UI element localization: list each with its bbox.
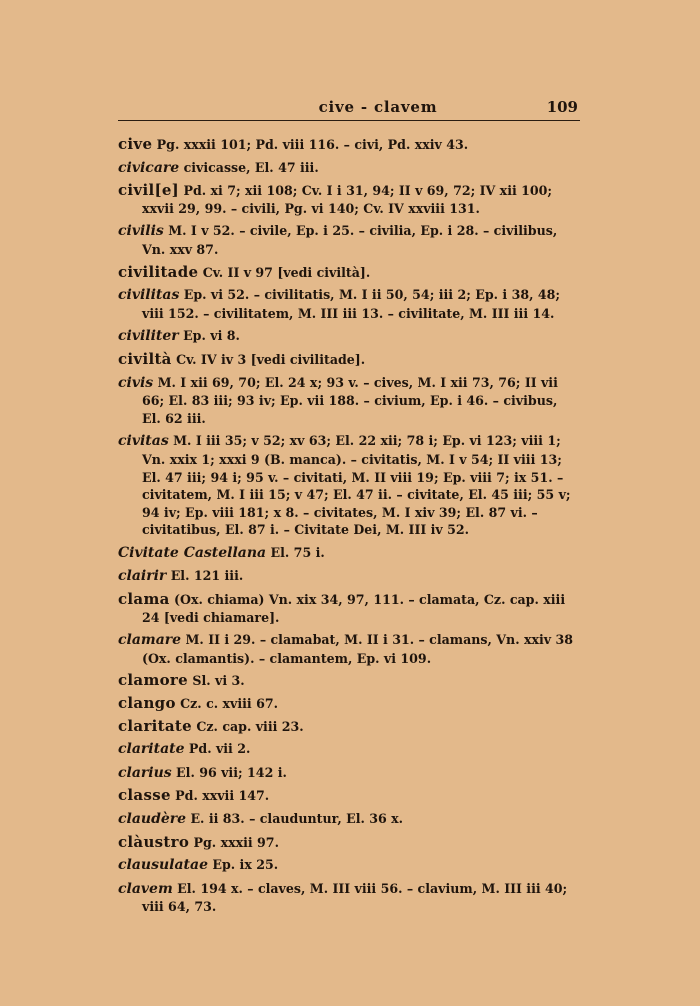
entry-body: El. 121 iii. bbox=[166, 568, 244, 584]
entry-body: Ep. vi 52. – civilitatis, M. I ii 50, 54; iii 2; Ep. i 38, 48; viii 152. – civilitatem, M. III iii 13. – civilitate, M. III iii 14. bbox=[142, 287, 561, 321]
entry-headword: civilitade bbox=[118, 262, 199, 281]
entry-clamore bbox=[118, 672, 580, 690]
running-title: cive - clavem bbox=[318, 98, 438, 116]
entry-headword: claudère bbox=[118, 811, 187, 827]
entry-headword: clairir bbox=[118, 568, 167, 585]
entry-headword: claritate bbox=[118, 716, 192, 735]
entry-headword: civitas bbox=[118, 433, 169, 450]
entry-body: civicasse, El. 47 iii. bbox=[179, 159, 319, 175]
entry-clarius bbox=[118, 764, 580, 783]
entry-headword: cive bbox=[118, 135, 153, 153]
entry-civilis bbox=[118, 222, 580, 258]
entry-headword: clàustro bbox=[118, 832, 190, 851]
entry-body: Cz. c. xviii 67. bbox=[175, 696, 278, 712]
entry-headword: classe bbox=[118, 786, 171, 805]
entry-civile bbox=[118, 182, 580, 217]
entry-clango bbox=[118, 695, 580, 713]
entry-clavem bbox=[118, 880, 580, 916]
entry-clairir bbox=[118, 567, 580, 586]
entry-headword: civiliter bbox=[118, 328, 179, 345]
entry-headword: clamare bbox=[118, 632, 182, 649]
entry-headword: Civitate Castellana bbox=[118, 544, 267, 561]
entry-civiliter bbox=[118, 327, 580, 346]
entry-headword: clamore bbox=[118, 671, 188, 690]
entry-body: Cv. IV iv 3 [vedi civilitade]. bbox=[171, 351, 366, 367]
dictionary-entries bbox=[118, 136, 580, 921]
entry-body: Cz. cap. viii 23. bbox=[191, 718, 304, 734]
entry-headword: clausulatae bbox=[118, 857, 208, 874]
entry-body: Pg. xxxii 97. bbox=[189, 834, 279, 850]
entry-headword: clango bbox=[118, 694, 176, 713]
page-number: 109 bbox=[546, 98, 578, 116]
entry-claudere bbox=[118, 810, 580, 829]
entry-headword: civilis bbox=[118, 223, 164, 240]
entry-headword: clarius bbox=[118, 764, 172, 781]
entry-headword: civis bbox=[118, 374, 154, 391]
entry-civicare bbox=[118, 159, 580, 178]
entry-clausulatae bbox=[118, 856, 580, 875]
entry-civitate-castellana bbox=[118, 544, 580, 563]
entry-headword: civicare bbox=[118, 159, 180, 176]
entry-body: Cv. II v 97 [vedi civiltà]. bbox=[198, 264, 371, 280]
entry-body: M. I v 52. – civile, Ep. i 25. – civilia, Ep. i 28. – civilibus, Vn. xxv 87. bbox=[142, 223, 558, 257]
entry-body: Pg. xxxii 101; Pd. viii 116. – civi, Pd. xxiv 43. bbox=[152, 137, 469, 152]
entry-headword: clavem bbox=[118, 880, 173, 897]
entry-claritate bbox=[118, 718, 580, 736]
entry-body: Pd. vii 2. bbox=[184, 741, 251, 757]
entry-claritate-italic bbox=[118, 740, 580, 759]
entry-classe bbox=[118, 787, 580, 805]
entry-body: (Ox. chiama) Vn. xix 34, 97, 111. – clamata, Cz. cap. xiii 24 [vedi chiamare]. bbox=[142, 592, 566, 625]
entry-civilitade bbox=[118, 264, 580, 282]
entry-headword: claritate bbox=[118, 741, 185, 758]
entry-body: Pd. xi 7; xii 108; Cv. I i 31, 94; II v 69, 72; IV xii 100; xxvii 29, 99. – civili, Pg. vi 140; Cv. IV xxviii 131. bbox=[142, 183, 553, 216]
entry-body: Ep. ix 25. bbox=[208, 857, 279, 873]
entry-civis bbox=[118, 374, 580, 428]
entry-civilta bbox=[118, 351, 580, 369]
entry-clama bbox=[118, 591, 580, 626]
entry-headword: civil[e] bbox=[118, 181, 180, 200]
entry-claustro bbox=[118, 834, 580, 852]
entry-body: El. 75 i. bbox=[266, 544, 325, 560]
running-header bbox=[118, 98, 580, 121]
entry-headword: civilitas bbox=[118, 287, 180, 304]
entry-body: M. II i 29. – clamabat, M. II i 31. – clamans, Vn. xxiv 38 (Ox. clamantis). – clamantem, Ep. vi 109. bbox=[142, 632, 574, 666]
entry-body: M. I xii 69, 70; El. 24 x; 93 v. – cives, M. I xii 73, 76; II vii 66; El. 83 iii; 93 iv; Ep. vii 188. – civium, Ep. i 46. – civibus, El. 62 iii. bbox=[142, 374, 558, 426]
entry-body: El. 96 vii; 142 i. bbox=[171, 764, 287, 780]
entry-body: Ep. vi 8. bbox=[178, 328, 240, 344]
entry-civitas bbox=[118, 432, 580, 539]
entry-body: M. I iii 35; v 52; xv 63; El. 22 xii; 78 i; Ep. vi 123; viii 1; Vn. xxix 1; xxxi 9 (B. manca). – civitatis, M. I v 54; II viii 13; El. 47 iii; 94 i; 95 v. – civitati, M. II viii 19; Ep. viii 7; ix 51. – civitatem, M. I iii 15; v 47; El. 47 ii. – civitate, El. 45 iii; 55 v; 94 iv; Ep. viii 181; x 8. – civitates, M. I xiv 39; El. 87 vi. – civitatibus, El. 87 i. – Civitate Dei, M. III iv 52. bbox=[142, 433, 571, 538]
entry-headword: clama bbox=[118, 590, 170, 609]
entry-cive bbox=[118, 136, 580, 154]
entry-body: Sl. vi 3. bbox=[187, 673, 245, 689]
entry-body: El. 194 x. – claves, M. III viii 56. – clavium, M. III iii 40; viii 64, 73. bbox=[142, 880, 568, 915]
entry-clamare bbox=[118, 631, 580, 667]
entry-body: E. ii 83. – clauduntur, El. 36 x. bbox=[186, 811, 404, 826]
entry-civilitas bbox=[118, 286, 580, 322]
entry-body: Pd. xxvii 147. bbox=[170, 788, 270, 804]
entry-headword: civiltà bbox=[118, 349, 172, 368]
